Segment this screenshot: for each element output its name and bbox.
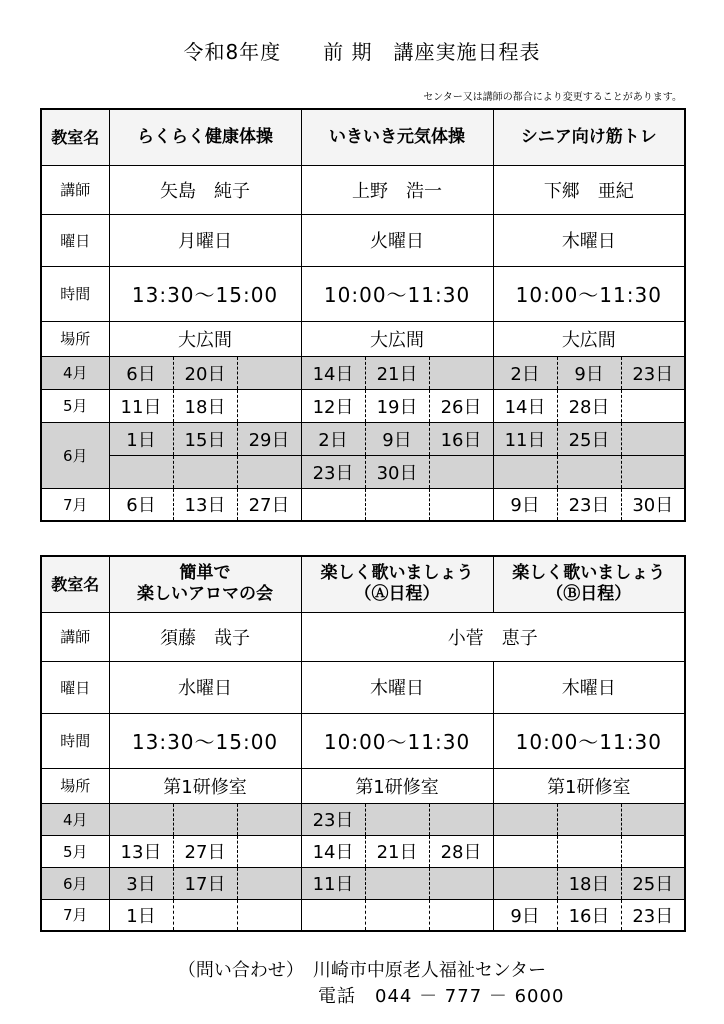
date-cell: 16日 [429, 422, 493, 455]
date-cell: 14日 [301, 356, 365, 389]
time-label: 時間 [41, 713, 109, 768]
teacher-label: 講師 [41, 165, 109, 214]
date-cell: 11日 [301, 867, 365, 899]
date-cell: 1日 [109, 899, 173, 931]
month-row [41, 422, 685, 455]
contact-line: （問い合わせ） 川崎市中原老人福祉センター [177, 960, 547, 981]
weekday-label: 曜日 [41, 214, 109, 266]
date-cell: 3日 [109, 867, 173, 899]
date-cell: 23日 [621, 899, 685, 931]
date-cell [429, 899, 493, 931]
date-cell: 15日 [173, 422, 237, 455]
month-row [41, 803, 685, 835]
date-cell: 13日 [173, 488, 237, 521]
place-value: 大広間 [493, 321, 685, 356]
date-cell: 18日 [173, 389, 237, 422]
date-cell [301, 899, 365, 931]
date-cell [557, 835, 621, 867]
date-cell: 14日 [301, 835, 365, 867]
class-name-line1: 楽しく歌いましょう [512, 563, 666, 584]
class-name: らくらく健康体操 [109, 109, 301, 165]
teacher-label: 講師 [41, 612, 109, 661]
date-cell: 9日 [557, 356, 621, 389]
date-cell: 27日 [173, 835, 237, 867]
schedule-table-2 [40, 555, 686, 932]
date-cell [237, 835, 301, 867]
month-label: 4月 [41, 803, 109, 835]
weekday-value: 木曜日 [301, 661, 493, 713]
date-cell: 21日 [365, 356, 429, 389]
class-name: シニア向け筋トレ [493, 109, 685, 165]
teacher-name: 上野 浩一 [301, 165, 493, 214]
header-classroom-label: 教室名 [41, 109, 109, 165]
place-value: 大広間 [301, 321, 493, 356]
date-cell: 6日 [109, 356, 173, 389]
date-cell [237, 356, 301, 389]
month-label: 5月 [41, 389, 109, 422]
date-cell: 23日 [557, 488, 621, 521]
date-cell [429, 803, 493, 835]
date-cell [429, 867, 493, 899]
date-cell [365, 899, 429, 931]
time-label: 時間 [41, 266, 109, 321]
date-cell: 19日 [365, 389, 429, 422]
date-cell: 25日 [621, 867, 685, 899]
weekday-value: 水曜日 [109, 661, 301, 713]
date-cell: 16日 [557, 899, 621, 931]
weekday-value: 木曜日 [493, 214, 685, 266]
class-name-line2: （Ⓑ日程） [546, 584, 632, 605]
class-name: いきいき元気体操 [301, 109, 493, 165]
teacher-name: 矢島 純子 [109, 165, 301, 214]
date-cell: 30日 [621, 488, 685, 521]
date-cell [109, 803, 173, 835]
place-label: 場所 [41, 321, 109, 356]
date-cell [237, 899, 301, 931]
date-cell [557, 455, 621, 488]
month-row [41, 835, 685, 867]
date-cell: 25日 [557, 422, 621, 455]
date-cell: 1日 [109, 422, 173, 455]
date-cell [621, 835, 685, 867]
teacher-name: 小菅 恵子 [301, 612, 685, 661]
date-cell: 21日 [365, 835, 429, 867]
date-cell: 9日 [365, 422, 429, 455]
month-row [41, 899, 685, 931]
class-name [301, 556, 493, 612]
month-row [41, 867, 685, 899]
date-cell: 2日 [301, 422, 365, 455]
date-cell [109, 455, 173, 488]
date-cell [493, 867, 557, 899]
date-cell [429, 455, 493, 488]
time-value: 10:00～11:30 [493, 713, 685, 768]
class-name-line1: 簡単で [179, 563, 231, 584]
date-cell [493, 803, 557, 835]
date-cell [301, 488, 365, 521]
month-row [41, 389, 685, 422]
weekday-value: 火曜日 [301, 214, 493, 266]
date-cell: 9日 [493, 488, 557, 521]
date-cell: 28日 [429, 835, 493, 867]
place-label: 場所 [41, 768, 109, 803]
page-title: 令和8年度 前 期 講座実施日程表 [183, 40, 541, 64]
date-cell [621, 803, 685, 835]
date-cell [493, 835, 557, 867]
month-label: 6月 [41, 422, 109, 488]
date-cell: 29日 [237, 422, 301, 455]
date-cell [173, 899, 237, 931]
class-name-line1: 楽しく歌いましょう [320, 563, 474, 584]
time-value: 13:30～15:00 [109, 713, 301, 768]
month-row [41, 488, 685, 521]
place-value: 大広間 [109, 321, 301, 356]
place-value: 第1研修室 [109, 768, 301, 803]
month-label: 7月 [41, 488, 109, 521]
date-cell [429, 488, 493, 521]
class-name-line2: 楽しいアロマの会 [137, 584, 274, 605]
date-cell [557, 803, 621, 835]
change-notice: センター又は講師の都合により変更することがあります。 [423, 92, 682, 103]
header-classroom-label: 教室名 [41, 556, 109, 612]
date-cell: 14日 [493, 389, 557, 422]
date-cell: 30日 [365, 455, 429, 488]
date-cell [429, 356, 493, 389]
date-cell [365, 488, 429, 521]
date-cell [237, 803, 301, 835]
date-cell [621, 389, 685, 422]
schedule-table-1 [40, 108, 686, 522]
date-cell [365, 867, 429, 899]
weekday-value: 木曜日 [493, 661, 685, 713]
class-name-line2: （Ⓐ日程） [354, 584, 440, 605]
time-value: 10:00～11:30 [301, 713, 493, 768]
time-value: 13:30～15:00 [109, 266, 301, 321]
date-cell: 9日 [493, 899, 557, 931]
class-name [109, 556, 301, 612]
teacher-name: 下郷 亜紀 [493, 165, 685, 214]
date-cell [621, 455, 685, 488]
date-cell [237, 389, 301, 422]
date-cell: 11日 [493, 422, 557, 455]
date-cell: 6日 [109, 488, 173, 521]
class-name [493, 556, 685, 612]
date-cell: 12日 [301, 389, 365, 422]
phone-line: 電話 044 － 777 － 6000 [318, 986, 565, 1007]
date-cell [621, 422, 685, 455]
date-cell [237, 867, 301, 899]
date-cell: 2日 [493, 356, 557, 389]
place-value: 第1研修室 [493, 768, 685, 803]
month-label: 7月 [41, 899, 109, 931]
time-value: 10:00～11:30 [301, 266, 493, 321]
date-cell [493, 455, 557, 488]
date-cell [237, 455, 301, 488]
time-value: 10:00～11:30 [493, 266, 685, 321]
date-cell: 23日 [621, 356, 685, 389]
place-value: 第1研修室 [301, 768, 493, 803]
date-cell [365, 803, 429, 835]
weekday-label: 曜日 [41, 661, 109, 713]
month-row [41, 356, 685, 389]
month-label: 5月 [41, 835, 109, 867]
date-cell: 23日 [301, 455, 365, 488]
date-cell: 20日 [173, 356, 237, 389]
date-cell: 13日 [109, 835, 173, 867]
date-cell: 23日 [301, 803, 365, 835]
date-cell [173, 455, 237, 488]
month-label: 6月 [41, 867, 109, 899]
date-cell: 17日 [173, 867, 237, 899]
weekday-value: 月曜日 [109, 214, 301, 266]
date-cell: 27日 [237, 488, 301, 521]
month-row [41, 455, 685, 488]
date-cell: 26日 [429, 389, 493, 422]
date-cell: 18日 [557, 867, 621, 899]
date-cell [173, 803, 237, 835]
date-cell: 11日 [109, 389, 173, 422]
teacher-name: 須藤 哉子 [109, 612, 301, 661]
month-label: 4月 [41, 356, 109, 389]
date-cell: 28日 [557, 389, 621, 422]
